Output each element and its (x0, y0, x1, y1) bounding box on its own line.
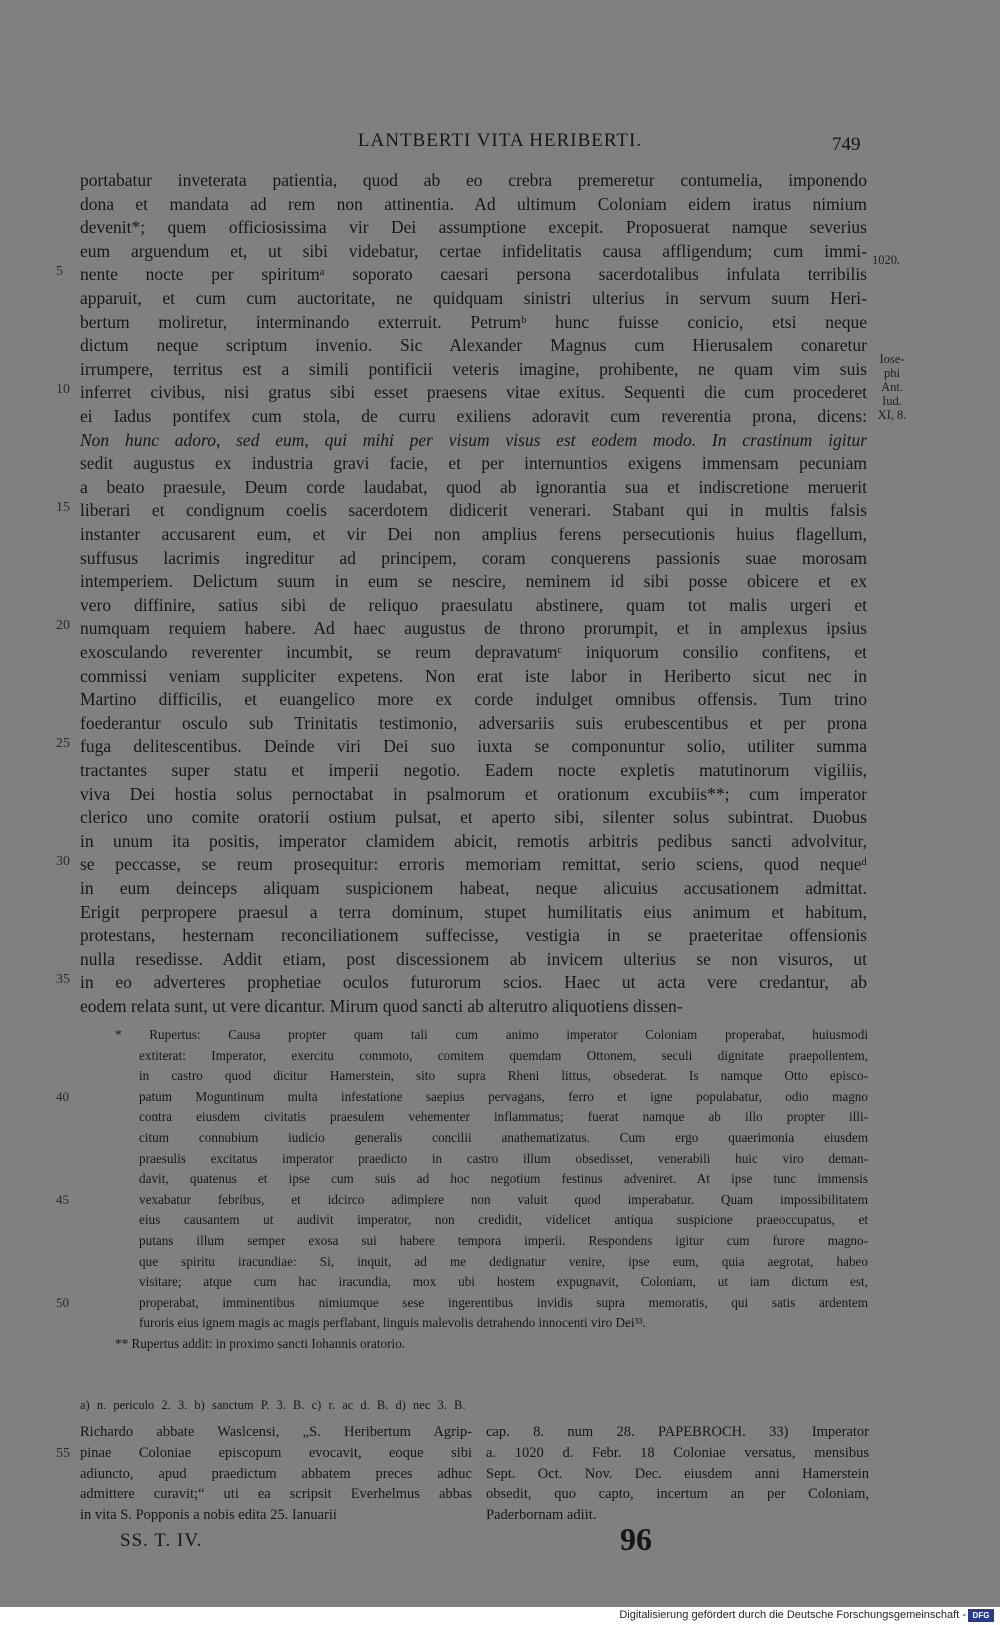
text-line: Martino difficilis, et euangelico more ex corde indulget omnibus offensis. Tum trino (80, 689, 867, 710)
footnote-line: eius causantem ut audivit imperator, non credidit, videlicet antiqua suspicione praeoccupatus, et (139, 1212, 868, 1228)
text-line: fuga delitescentibus. Deinde viri Dei suo iuxta se componuntur solio, utiliter summa (80, 736, 867, 757)
footnote-line: contra eiusdem civitatis praesulem vehementer inflammatus; fuerat namque ab illo propter illi- (139, 1109, 868, 1125)
margin-josephus-note (874, 352, 910, 422)
text-line: Non hunc adoro, sed eum, qui mihi per visum visus est eodem modo. In crastinum igitur (80, 429, 867, 450)
critical-apparatus: a) n. periculo 2. 3. b) sanctum P. 3. B. c) r. ac d. B. d) nec 3. B. (80, 1398, 466, 1412)
footnote-line: putans illum semper exosa sui habere tempora imperii. Respondens igitur cum furore magno- (139, 1233, 868, 1248)
text-line: eum arguendum et, ut sibi videbatur, certae infidelitatis causa affligendum; cum immi- (80, 240, 867, 261)
margin-note-line: Iud. (882, 394, 902, 408)
text-line: vero diffinire, satius sibi de reliquo praesulatu abstinere, quam tot malis urgeri et (80, 594, 867, 615)
footnote-line: que spiritu iracundiae: Si, inquit, ad me dedignatur venire, ipse eum, quia aegrotat, habeo (139, 1253, 868, 1269)
line-number: 40 (56, 1088, 69, 1104)
line-number: 10 (56, 382, 70, 398)
bottom-note-left-line: Richardo abbate Waslcensi, „S. Heribertum Agrip- (80, 1424, 472, 1440)
footnote-line: vexabatur febribus, et idcirco adimplere non valuit quod imperabatur. Quam impossibilitatem (139, 1191, 868, 1207)
footnote-line: in castro quod dicitur Hamerstein, sito supra Rheni littus, obsederat. Is namque Otto episco- (139, 1068, 868, 1084)
text-line: clerico uno comite oratorii ostium pulsat, et aperto sibi, silenter solus subintrat. Duobus (80, 807, 867, 828)
text-line: a beato praesule, Deum corde laudabat, quod ab ignorantia sua et indiscretione meruerit (80, 476, 867, 497)
text-line: tractantes super statu et imperii negotio. Eadem nocte expletis matutinorum vigiliis, (80, 760, 867, 780)
text-line: devenit*; quem officiosissima vir Dei assumptione excepit. Proposuerat namque severius (80, 217, 867, 238)
margin-note-line: phi (884, 366, 900, 380)
margin-note-line: Ant. (881, 380, 903, 394)
line-number: 50 (56, 1294, 69, 1310)
footnote-line: ** Rupertus addit: in proximo sancti Iohannis oratorio. (115, 1336, 406, 1351)
bottom-note-right-line: Paderbornam adiit. (486, 1507, 597, 1524)
text-line: sedit augustus ex industria gravi facie, et per internuntios exigens immensam pecuniam (80, 453, 867, 474)
text-line: se peccasse, se reum prosequitur: erroris memoriam remittat, serio sciens, quod nequeᵈ (80, 854, 867, 875)
text-line: bertum moliretur, interminando exterruit. Petrumᵇ hunc fuisse conicio, etsi neque (80, 311, 867, 332)
line-number: 25 (56, 736, 70, 752)
text-line: suffusus lacrimis ingreditur ad principem, coram conquerens passionis suae morosam (80, 547, 867, 568)
text-line: inferret civibus, nisi gratus sibi esset praesens vitae exitus. Sequenti die cum procederet (80, 382, 867, 403)
footnote-line: * Rupertus: Causa propter quam tali cum animo imperator Coloniam properabat, huiusmodi (115, 1027, 868, 1042)
credit-text: Digitalisierung gefördert durch die Deutsche Forschungsgemeinschaft - (619, 1609, 966, 1621)
footnote-line: extiterat: Imperator, exercitu commoto, comitem quemdam Ottonem, seculi dignitate praepollentem, (139, 1047, 868, 1063)
sheet-number: 96 (620, 1521, 652, 1557)
line-number: 15 (56, 500, 70, 516)
footnote-line: properabat, imminentibus nimiumque sese ingerentibus invidis supra memoratis, qui satis ardentem (139, 1294, 868, 1310)
bottom-note-right-line: a. 1020 d. Febr. 18 Coloniae versatus, mensibus (486, 1444, 869, 1461)
text-line: commissi veniam suppliciter expetens. Non erat iste labor in Heriberto sicut nec in (80, 665, 867, 686)
margin-note-line: XI, 8. (877, 408, 907, 422)
text-line: dona et mandata ad rem non attinentia. Ad ultimum Coloniam eidem iratus nimium (80, 193, 867, 214)
credit-bar (0, 1607, 1000, 1625)
text-line: irrumpere, territus est a simili pontificii veteris imagine, prohibente, ne quam vim suis (80, 358, 867, 379)
footnote-line: furoris eius ignem magis ac magis perflabant, linguis malevolis detrahendo innocenti viro Dei³³. (139, 1315, 646, 1331)
text-line: numquam requiem habere. Ad haec augustus de throno prorumpit, et in amplexus ipsius (80, 618, 867, 639)
text-line: liberari et condignum coelis sacerdotem didicerit venerari. Stabant qui in multis falsis (80, 500, 867, 521)
text-line: nente nocte per spiritumᵃ soporato caesari persona sacerdotalibus infulata terribilis (80, 264, 867, 285)
running-header: LANTBERTI VITA HERIBERTI. (357, 130, 643, 151)
bottom-note-right-line: obsedit, quo capto, incertum an per Coloniam, (486, 1486, 869, 1503)
bottom-note-right-line: Sept. Oct. Nov. Dec. eiusdem anni Hamerstein (486, 1465, 869, 1482)
bottom-note-left-line: in vita S. Popponis a nobis edita 25. Ianuarii (80, 1507, 337, 1524)
text-line: in eum deinceps aliquam suspicionem habeat, neque alicuius accusationem admittat. (80, 878, 867, 898)
text-line: Erigit perpropere praesul a terra dominum, stupet humilitatis eius animum et habitum, (80, 901, 867, 922)
footnote-line: praesulis excitatus imperator praedicto in castro illum obsedisset, venerabili huic viro deman- (139, 1150, 868, 1166)
text-line: foederantur osculo sub Trinitatis testimonio, adversariis suis erubescentibus et per prona (80, 712, 867, 733)
text-line: in eo adverteres prophetiae oculos futurorum scios. Haec ut acta vere credantur, ab (80, 972, 867, 993)
margin-note-line: Iose- (879, 352, 905, 366)
line-number: 20 (56, 618, 70, 634)
line-number: 35 (56, 972, 70, 988)
line-number: 55 (56, 1445, 70, 1461)
text-line: exosculando reverenter incumbit, se reum depravatumᶜ iniquorum consilio confitens, et (80, 642, 867, 662)
footnote-line: citum connubium iudicio generalis concilii anathematizatus. Cum ergo quaerimonia eiusdem (139, 1130, 868, 1145)
text-line: ei Iadus pontifex cum stola, de curru exiliens adoravit cum reverentia prona, dicens: (80, 406, 867, 426)
line-number: 45 (56, 1191, 69, 1207)
text-line: instanter accusarent eum, et vir Dei non amplius ferens persecutionis huius flagellum, (80, 524, 867, 544)
bottom-note-left-line: adiuncto, apud praedictum abbatem preces adhuc (80, 1465, 472, 1482)
volume-signature: SS. T. IV. (120, 1530, 203, 1551)
text-line: intemperiem. Delictum suum in eum se nescire, neminem id sibi posse obicere et ex (80, 571, 867, 592)
bottom-note-right-line: cap. 8. num 28. PAPEBROCH. 33) Imperator (486, 1424, 869, 1440)
text-line: portabatur inveterata patientia, quod ab eo crebra premeretur contumelia, imponendo (80, 170, 867, 190)
footnote-line: visitare; atque cum hac iracundia, mox ubi hostem expugnavit, Coloniam, ut iam dictum est, (139, 1274, 868, 1290)
line-number: 5 (56, 264, 63, 280)
text-line: apparuit, et cum cum auctoritate, ne quidquam sinistri ulterius in servum suum Heri- (80, 288, 867, 308)
line-number: 30 (56, 854, 70, 870)
text-line: protestans, hesternam reconciliationem suffecisse, vestigia in se praeteritae offensionis (80, 925, 867, 946)
footnote-line: patum Moguntinum multa infestatione saepius pervagans, ferro et igne populabatur, odio magno (139, 1088, 868, 1104)
dfg-logo: DFG (968, 1609, 994, 1622)
margin-year: 1020. (872, 253, 901, 267)
bottom-note-left-line: pinae Coloniae episcopum evocavit, eoque sibi (80, 1444, 472, 1461)
text-line: viva Dei hostia solus pernoctabat in psalmorum et orationum excubiis**; cum imperator (80, 783, 867, 804)
page-number: 749 (832, 134, 861, 155)
text-line: eodem relata sunt, ut vere dicantur. Mirum quod sancti ab alterutro aliquotiens dissen- (80, 996, 683, 1016)
bottom-note-left-line: admittere curavit;“ uti ea scripsit Everhelmus abbas (80, 1486, 472, 1503)
text-line: dictum neque scriptum invenio. Sic Alexander Magnus cum Hierusalem conaretur (80, 335, 867, 356)
footnote-line: davit, quatenus et ipse cum suis ad hoc negotium festinus adveniret. At ipse tunc immensis (139, 1171, 868, 1187)
text-line: in unum ita positis, imperator clamidem abicit, remotis arbitris pedibus sancti advolvitur, (80, 830, 867, 851)
text-line: nulla resedisse. Addit etiam, post discessionem ab invicem ulterius se non visuros, ut (80, 948, 867, 969)
